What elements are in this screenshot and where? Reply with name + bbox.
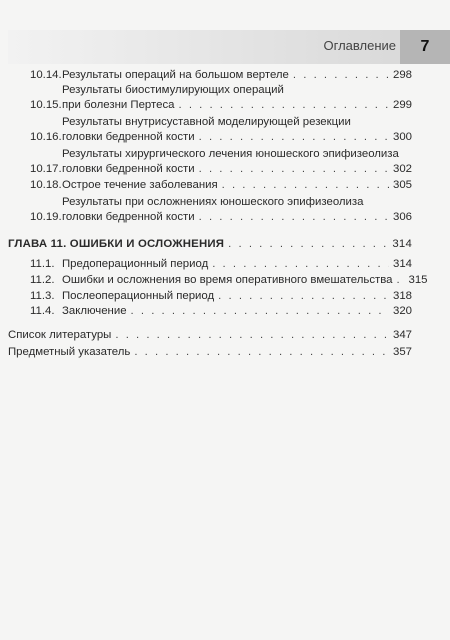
header-title: Оглавление bbox=[323, 38, 396, 53]
toc-subject-index[interactable] bbox=[8, 345, 412, 360]
entry-number: 10.16. bbox=[30, 131, 62, 143]
toc-entry-11-1[interactable] bbox=[30, 257, 412, 272]
entry-page: 318 bbox=[392, 290, 412, 302]
toc-entry-10-18[interactable] bbox=[30, 178, 412, 193]
entry-title: Заключение bbox=[62, 305, 127, 317]
entry-title-line1: Результаты хирургического лечения юношеского эпифизеолиза bbox=[62, 148, 399, 160]
entry-title-line1: Результаты при осложнениях юношеского эпифизеолиза bbox=[62, 196, 364, 208]
entry-page: 299 bbox=[392, 99, 412, 111]
entry-title-line2: головки бедренной кости bbox=[62, 211, 195, 223]
entry-number: 11.4. bbox=[30, 305, 55, 317]
index-title: Предметный указатель bbox=[8, 346, 131, 358]
chapter-title: ГЛАВА 11. ОШИБКИ И ОСЛОЖНЕНИЯ bbox=[8, 238, 225, 250]
index-page: 357 bbox=[392, 346, 412, 358]
entry-number: 10.18. bbox=[30, 179, 62, 191]
toc-entry-11-3[interactable] bbox=[30, 289, 412, 304]
entry-title-line1: Результаты биостимулирующих операций bbox=[62, 84, 284, 96]
leader-dots bbox=[212, 257, 389, 272]
entry-page: 320 bbox=[392, 305, 412, 317]
entry-number: 11.1. bbox=[30, 258, 55, 270]
entry-page: 302 bbox=[392, 163, 412, 175]
entry-page: 300 bbox=[392, 131, 412, 143]
header-page-number: 7 bbox=[400, 30, 450, 64]
leader-dots bbox=[178, 98, 389, 113]
entry-title-line2: при болезни Пертеса bbox=[62, 99, 175, 111]
toc-entry-10-15[interactable] bbox=[30, 83, 412, 113]
leader-dots bbox=[199, 162, 389, 177]
entry-page: 305 bbox=[392, 179, 412, 191]
entry-number: 11.3. bbox=[30, 290, 55, 302]
entry-number: 10.17. bbox=[30, 163, 62, 175]
toc-entry-11-2[interactable] bbox=[30, 273, 428, 288]
leader-dots bbox=[115, 328, 389, 343]
entry-title: Предоперационный период bbox=[62, 258, 209, 270]
chapter-page: 314 bbox=[392, 238, 412, 250]
leader-dots bbox=[228, 237, 388, 252]
leader-dots bbox=[134, 345, 389, 360]
entry-title-line2: головки бедренной кости bbox=[62, 131, 195, 143]
entry-title: Результаты операций на большом вертеле bbox=[62, 69, 289, 81]
entry-page: 315 bbox=[408, 274, 428, 286]
running-header bbox=[8, 30, 450, 64]
toc-chapter-11[interactable] bbox=[8, 237, 412, 252]
entry-title: Ошибки и осложнения во время оперативного вмешательства bbox=[62, 274, 393, 286]
entry-page: 306 bbox=[392, 211, 412, 223]
entry-number: 10.15. bbox=[30, 99, 62, 111]
leader-dots bbox=[218, 289, 389, 304]
entry-number: 10.19. bbox=[30, 211, 62, 223]
leader-dots bbox=[222, 178, 389, 193]
entry-title-line2: головки бедренной кости bbox=[62, 163, 195, 175]
leader-dots bbox=[397, 273, 405, 288]
leader-dots bbox=[293, 68, 389, 83]
toc-entry-10-19[interactable] bbox=[30, 195, 412, 225]
entry-page: 298 bbox=[392, 69, 412, 81]
toc-entry-10-16[interactable] bbox=[30, 115, 412, 145]
entry-number: 10.14. bbox=[30, 69, 62, 81]
entry-title: Острое течение заболевания bbox=[62, 179, 218, 191]
entry-number: 11.2. bbox=[30, 274, 55, 286]
references-title: Список литературы bbox=[8, 329, 112, 341]
leader-dots bbox=[131, 304, 389, 319]
toc-entry-10-17[interactable] bbox=[30, 147, 412, 177]
leader-dots bbox=[199, 210, 389, 225]
leader-dots bbox=[199, 130, 389, 145]
entry-title: Послеоперационный период bbox=[62, 290, 215, 302]
references-page: 347 bbox=[392, 329, 412, 341]
toc-entry-11-4[interactable] bbox=[30, 304, 412, 319]
entry-title-line1: Результаты внутрисуставной моделирующей резекции bbox=[62, 116, 351, 128]
toc-references[interactable] bbox=[8, 328, 412, 343]
entry-page: 314 bbox=[392, 258, 412, 270]
toc-entry-10-14[interactable] bbox=[30, 68, 412, 83]
